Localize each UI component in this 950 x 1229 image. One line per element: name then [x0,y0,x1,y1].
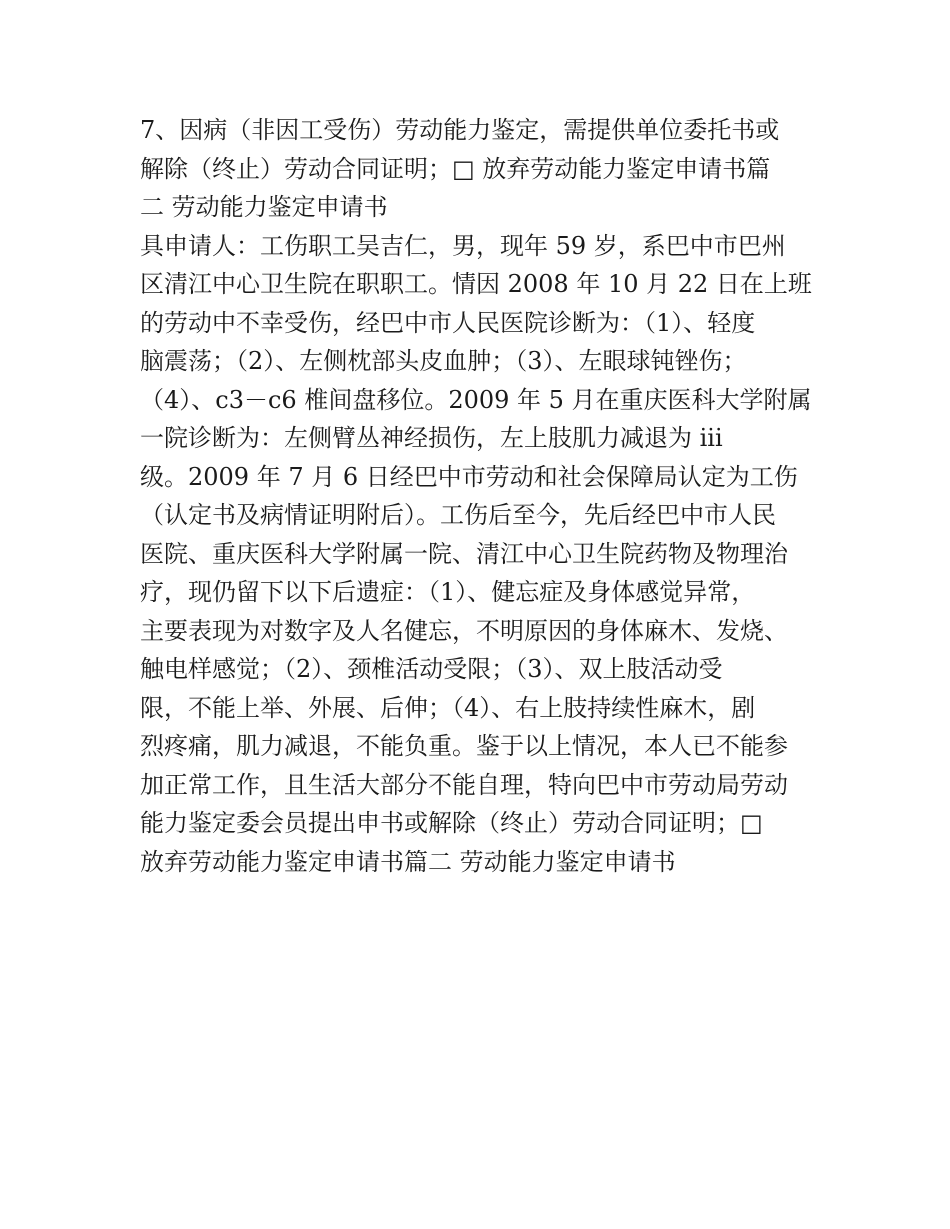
text-line: （认定书及病情证明附后）。工伤后至今，先后经巴中市人民 [140,501,776,529]
text-line: 加正常工作，且生活大部分不能自理，特向巴中市劳动局劳动 [140,770,788,799]
text-line: 医院、重庆医科大学附属一院、清江中心卫生院药物及物理治 [140,539,788,568]
text-line: 限，不能上举、外展、后伸；（4）、右上肢持续性麻木，剧 [140,693,756,722]
text-line: 脑震荡；（2）、左侧枕部头皮血肿；（3）、左眼球钝锉伤； [140,347,747,375]
text-line: 级。2009 年 7 月 6 日经巴中市劳动和社会保障局认定为工伤 [140,462,798,491]
text-line: 解除（终止）劳动合同证明；□ 放弃劳动能力鉴定申请书篇 [140,154,771,183]
document-body [140,111,830,881]
text-line: 具申请人：工伤职工吴吉仁，男，现年 59 岁，系巴中市巴州 [140,231,786,260]
text-line: 二 劳动能力鉴定申请书 [140,193,388,221]
text-line: 一院诊断为：左侧臂丛神经损伤，左上肢肌力减退为 iii [140,424,723,452]
text-line: 能力鉴定委会员提出申书或解除（终止）劳动合同证明；□ [140,809,763,837]
text-line: （4）、c3－c6 椎间盘移位。2009 年 5 月在重庆医科大学附属 [140,385,812,414]
text-line: 主要表现为对数字及人名健忘，不明原因的身体麻木、发烧、 [140,616,788,645]
text-line: 7、因病（非因工受伤）劳动能力鉴定，需提供单位委托书或 [140,116,780,144]
text-line: 放弃劳动能力鉴定申请书篇二 劳动能力鉴定申请书 [140,847,676,876]
text-line: 的劳动中不幸受伤，经巴中市人民医院诊断为：（1）、轻度 [140,308,756,337]
text-line: 疗，现仍留下以下后遗症：（1）、健忘症及身体感觉异常， [140,578,756,606]
text-line: 区清江中心卫生院在职职工。情因 2008 年 10 月 22 日在上班 [140,270,812,298]
text-line: 触电样感觉；（2）、颈椎活动受限；（3）、双上肢活动受 [140,655,723,683]
text-line: 烈疼痛，肌力减退，不能负重。鉴于以上情况，本人已不能参 [140,732,788,760]
